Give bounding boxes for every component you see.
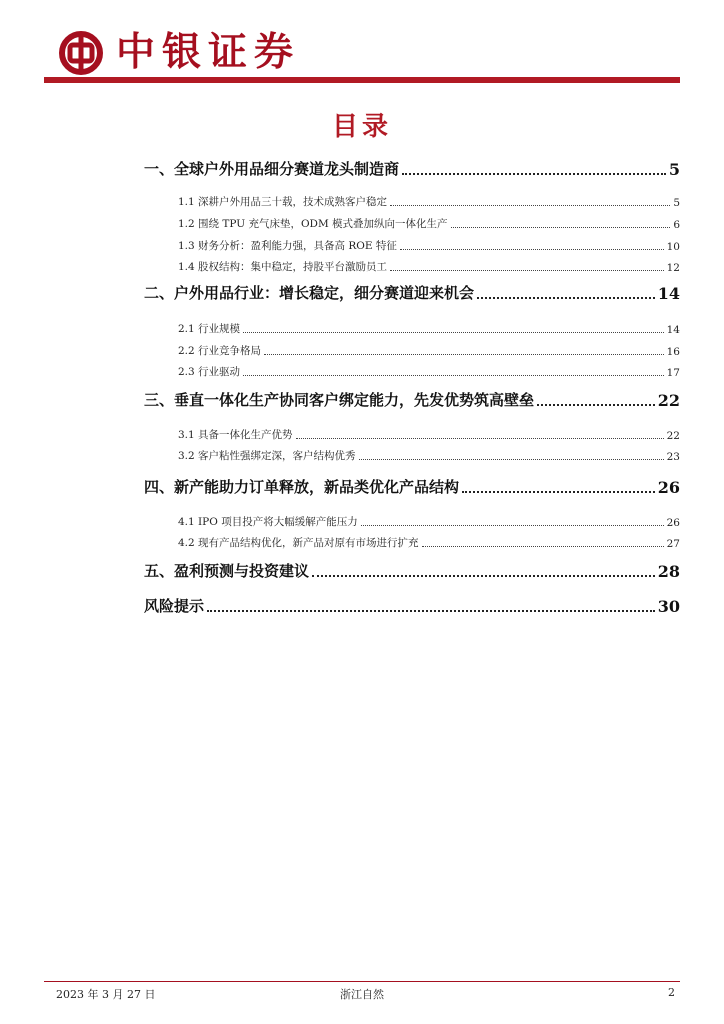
toc-entry-label: 3.2 客户粘性强绑定深，客户结构优秀 [178,450,356,462]
toc-page-number: 14 [657,284,680,303]
toc-section[interactable] [178,535,680,550]
toc-entry-label: 1.4 股权结构：集中稳定，持股平台激励员工 [178,261,388,273]
toc-section[interactable] [178,194,680,209]
toc-entry-label: 2.2 行业竞争格局 [178,345,262,357]
toc-page-number: 5 [668,160,680,179]
toc-dot-leader [390,270,664,271]
toc-page-number: 27 [666,538,680,550]
toc-section[interactable] [178,343,680,358]
toc-chapter[interactable] [144,595,680,616]
toc-dot-leader [296,438,664,439]
toc-page-number: 23 [666,451,680,463]
toc-chapter[interactable] [144,476,680,497]
toc-dot-leader [477,297,655,299]
toc-entry-label: 3.1 具备一体化生产优势 [178,429,293,441]
toc-page-number: 6 [673,219,680,231]
toc-page-number: 16 [666,346,680,358]
toc-dot-leader [537,404,655,406]
toc-page-number: 26 [657,478,680,497]
toc-chapter[interactable] [144,158,680,179]
footer-company: 浙江自然 [340,988,384,1001]
toc-page-number: 30 [657,597,680,616]
toc-page-number: 26 [666,517,680,529]
footer-date: 2023 年 3 月 27 日 [56,988,156,1001]
toc-page-number: 5 [673,197,680,209]
toc-chapter[interactable] [144,560,680,581]
toc-dot-leader [243,332,664,333]
brand-name: 中银证券 [116,30,301,75]
bank-of-china-logo-icon [58,30,104,76]
toc-section[interactable] [178,216,680,231]
footer-rule [44,981,680,982]
toc-dot-leader [462,491,655,493]
toc-chapter[interactable] [144,282,680,303]
toc-entry-label: 1.2 围绕 TPU 充气床垫，ODM 模式叠加纵向一体化生产 [178,218,448,230]
toc-page-number: 28 [657,562,680,581]
toc-dot-leader [361,525,664,526]
toc-dot-leader [359,459,664,460]
toc-title: 目录 [331,112,392,142]
footer-page-number: 2 [668,986,675,999]
toc-section[interactable] [178,321,680,336]
toc-section[interactable] [178,514,680,529]
toc-entry-label: 风险提示 [144,597,205,615]
toc-entry-label: 四、新产能助力订单释放，新品类优化产品结构 [144,478,460,496]
toc-page-number: 22 [666,430,680,442]
toc-dot-leader [402,173,666,175]
toc-entry-label: 2.3 行业驱动 [178,366,241,378]
toc-entry-label: 4.2 现有产品结构优化，新产品对原有市场进行扩充 [178,537,419,549]
toc-entry-label: 五、盈利预测与投资建议 [144,562,310,580]
toc-page-number: 22 [657,391,680,410]
toc-entry-label: 二、户外用品行业：增长稳定，细分赛道迎来机会 [144,284,475,302]
toc-section[interactable] [178,427,680,442]
toc-dot-leader [422,546,664,547]
toc-section[interactable] [178,364,680,379]
toc-entry-label: 2.1 行业规模 [178,323,241,335]
toc-dot-leader [243,375,664,376]
toc-entry-label: 三、垂直一体化生产协同客户绑定能力，先发优势筑高壁垒 [144,391,535,409]
toc-entry-label: 1.1 深耕户外用品三十载，技术成熟客户稳定 [178,196,388,208]
header-rule [44,77,680,83]
toc-entry-label: 4.1 IPO 项目投产将大幅缓解产能压力 [178,516,358,528]
toc-dot-leader [451,227,671,228]
toc-dot-leader [264,354,664,355]
page-header [44,22,680,82]
toc-page-number: 12 [666,262,680,274]
toc-dot-leader [400,249,664,250]
toc-dot-leader [312,575,655,577]
toc-entry-label: 1.3 财务分析：盈利能力强，具备高 ROE 特征 [178,240,397,252]
toc-dot-leader [390,205,670,206]
toc-page-number: 10 [666,241,680,253]
toc-section[interactable] [178,448,680,463]
toc-section[interactable] [178,238,680,253]
toc-page-number: 17 [666,367,680,379]
toc-section[interactable] [178,259,680,274]
toc-entry-label: 一、全球户外用品细分赛道龙头制造商 [144,160,400,178]
toc-page-number: 14 [666,324,680,336]
toc-chapter[interactable] [144,389,680,410]
toc-dot-leader [207,610,655,612]
